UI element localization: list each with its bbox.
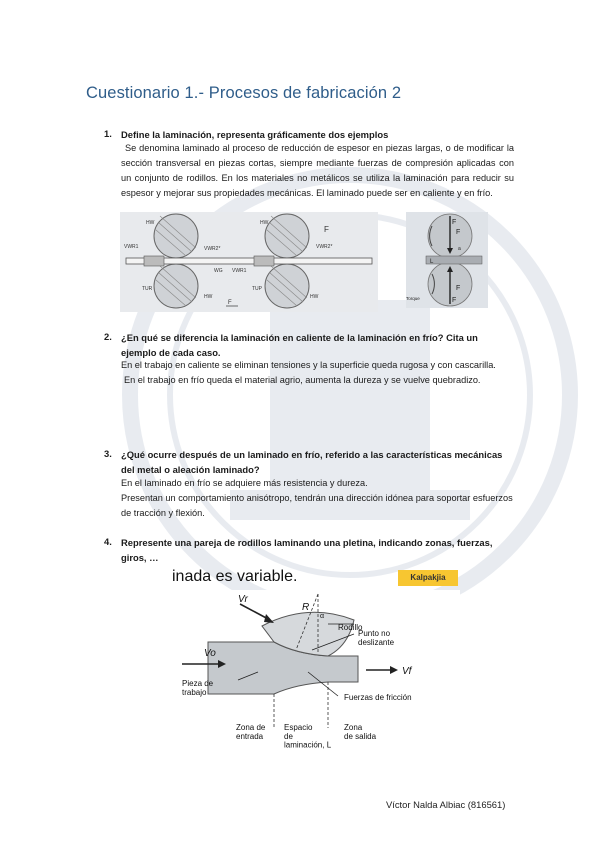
- question-number: 3.: [104, 448, 112, 459]
- answer-paragraph: Se denomina laminado al proceso de reducción de espesor en piezas largas, o de modificar la sección transversal en piezas cortas, siempre mediante fuerzas de compresión aplicadas con un conjunto de rodillos. En los materiales no metálicos se utiliza la laminación para reducir su espesor y mejorar sus propiedades mecánicas. El laminado puede ser en caliente y en frío.: [121, 143, 514, 198]
- fig1-label: VWR1: [232, 268, 247, 274]
- source-badge: Kalpakjia: [398, 570, 458, 586]
- question-text: Define la laminación, representa gráficamente dos ejemplos: [121, 129, 389, 140]
- fig1-label: VWR2*: [316, 244, 333, 250]
- rolling-mill-diagram: [120, 212, 378, 312]
- roller-forces-diagram: [406, 212, 488, 308]
- answer-paragraph: En el trabajo en caliente se eliminan tensiones y la superficie queda rugosa y con cascarilla.: [121, 360, 496, 370]
- answer-paragraph: En el trabajo en frío queda el material agrio, aumenta la dureza y se vuelve quebradizo.: [124, 375, 481, 385]
- answer-1: [121, 141, 514, 201]
- fig1-label: F: [324, 225, 329, 234]
- fig3-label: R: [302, 602, 310, 613]
- answer-3: [121, 476, 514, 521]
- fig3-label: Espacio de laminación, L: [284, 723, 332, 750]
- author-footer: Víctor Nalda Albiac (816561): [386, 799, 506, 810]
- fig3-label: α: [320, 613, 325, 620]
- fig1-label: TUR: [142, 286, 153, 292]
- fig1-label: HW: [310, 294, 319, 300]
- fig1-label: TUP: [252, 286, 262, 292]
- fig1-label: HW: [146, 220, 155, 226]
- fig3-label: Zona de salida: [344, 723, 377, 741]
- fig1-label: HW: [204, 294, 213, 300]
- fig3-label: Punto no deslizante: [358, 629, 395, 647]
- fig2-label: F: [452, 219, 457, 226]
- answer-paragraph: En el laminado en frío se adquiere más resistencia y dureza.: [121, 478, 368, 488]
- fig1-label: VWR1: [124, 244, 139, 250]
- question-number: 2.: [104, 331, 112, 342]
- fig1-label: F: [228, 300, 232, 306]
- question-text: ¿En qué se diferencia la laminación en caliente de la laminación en frío? Cita un ejemplo de cada caso.: [121, 332, 478, 358]
- fig2-label: L: [430, 259, 434, 265]
- question-number: 1.: [104, 128, 112, 139]
- answer-2: [121, 358, 514, 388]
- question-number: 4.: [104, 536, 112, 547]
- fig3-label: Rodillo: [338, 623, 363, 632]
- fig2-label: a: [458, 246, 461, 252]
- fig3-label: Vf: [402, 666, 412, 677]
- fig3-label: Vr: [238, 594, 248, 605]
- question-text: ¿Qué ocurre después de un laminado en frío, referido a las características mecánicas del metal o aleación laminado?: [121, 449, 503, 475]
- page-title: Cuestionario 1.- Procesos de fabricación 2: [86, 84, 402, 102]
- fig1-label: WG: [214, 268, 223, 274]
- fig3-label: Fuerzas de fricción: [344, 693, 412, 702]
- fig2-label: F: [456, 229, 461, 236]
- fig2-label: F: [452, 297, 457, 304]
- fig2-label: F: [456, 285, 461, 292]
- answer-paragraph: Presentan un comportamiento anisótropo, tendrán una dirección idónea para soportar esfuerzos de tracción y flexión.: [121, 493, 513, 518]
- fig3-label: Zona de entrada: [236, 723, 266, 741]
- rolling-zones-diagram: [178, 590, 460, 766]
- fig1-label: VWR2*: [204, 246, 221, 252]
- fig2-label: Torque: [406, 296, 420, 301]
- fig3-label: Vo: [204, 648, 216, 659]
- question-text: Represente una pareja de rodillos laminando una pletina, indicando zonas, fuerzas, giros, …: [121, 537, 493, 563]
- figure-heading: inada es variable.: [172, 568, 298, 585]
- fig1-label: HW: [260, 220, 269, 226]
- fig3-label: Pieza de trabajo: [182, 679, 214, 697]
